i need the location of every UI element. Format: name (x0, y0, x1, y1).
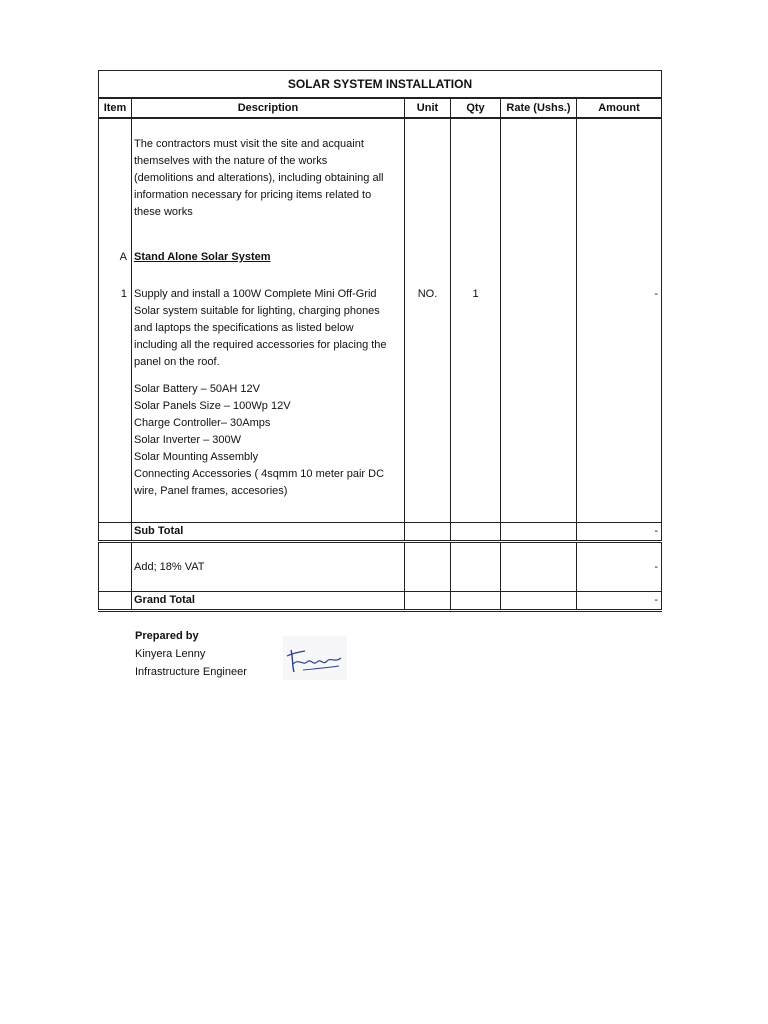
description-line: including all the required accessories for placing the (134, 339, 387, 351)
spec-list (134, 381, 404, 500)
preparer-role: Infrastructure Engineer (135, 666, 247, 678)
intro-line: (demolitions and alterations), including obtaining all (134, 172, 384, 184)
preparer-name: Kinyera Lenny (135, 648, 206, 660)
intro-line: themselves with the nature of the works (134, 155, 328, 167)
grand-total-amount: - (577, 592, 662, 611)
description-line: and laptops the specifications as listed below (134, 322, 354, 334)
section-item-label: A (119, 251, 127, 263)
subtotal-row (99, 523, 662, 542)
description-line: Solar system suitable for lighting, charging phones (134, 305, 380, 317)
line-item-unit: NO. (417, 288, 438, 300)
intro-line: information necessary for pricing items related to (134, 189, 372, 201)
subtotal-label: Sub Total (132, 523, 405, 542)
spec-item: Charge Controller– 30Amps (134, 417, 271, 429)
header-unit: Unit (405, 98, 451, 118)
rate-column-cell (501, 118, 577, 523)
line-item-amount: - (654, 288, 658, 300)
unit-column-cell (405, 118, 451, 523)
spec-item: Solar Battery – 50AH 12V (134, 383, 260, 395)
spec-item: Connecting Accessories ( 4sqmm 10 meter pair DC (134, 468, 385, 480)
line-item-number: 1 (120, 288, 127, 300)
table-title: SOLAR SYSTEM INSTALLATION (99, 71, 662, 99)
bill-of-quantities-table (98, 70, 662, 612)
header-description: Description (132, 98, 405, 118)
spec-item: Solar Panels Size – 100Wp 12V (134, 400, 291, 412)
description-column-cell (132, 118, 405, 523)
intro-text (134, 136, 404, 221)
header-row (99, 98, 662, 118)
grand-total-row (99, 592, 662, 611)
vat-row (99, 542, 662, 592)
vat-amount: - (577, 542, 662, 592)
intro-line: The contractors must visit the site and acquaint (134, 138, 364, 150)
subtotal-amount: - (577, 523, 662, 542)
description-line: Supply and install a 100W Complete Mini Off-Grid (134, 288, 377, 300)
spec-item: wire, Panel frames, accesories) (134, 485, 288, 497)
prepared-by-block (135, 627, 247, 681)
signature-image (283, 636, 347, 680)
prepared-by-label: Prepared by (135, 630, 199, 642)
description-line: panel on the roof. (134, 356, 220, 368)
grand-total-label: Grand Total (132, 592, 405, 611)
item-column-cell (99, 118, 132, 523)
spec-item: Solar Inverter – 300W (134, 434, 241, 446)
table-body-row (99, 118, 662, 523)
vat-label: Add; 18% VAT (132, 542, 405, 592)
header-rate: Rate (Ushs.) (501, 98, 577, 118)
line-item-qty: 1 (472, 288, 479, 300)
header-amount: Amount (577, 98, 662, 118)
spec-item: Solar Mounting Assembly (134, 451, 259, 463)
header-qty: Qty (451, 98, 501, 118)
header-item: Item (99, 98, 132, 118)
line-item-description (134, 286, 404, 371)
section-heading: Stand Alone Solar System (134, 251, 271, 263)
qty-column-cell (451, 118, 501, 523)
amount-column-cell (577, 118, 662, 523)
intro-line: these works (134, 206, 193, 218)
